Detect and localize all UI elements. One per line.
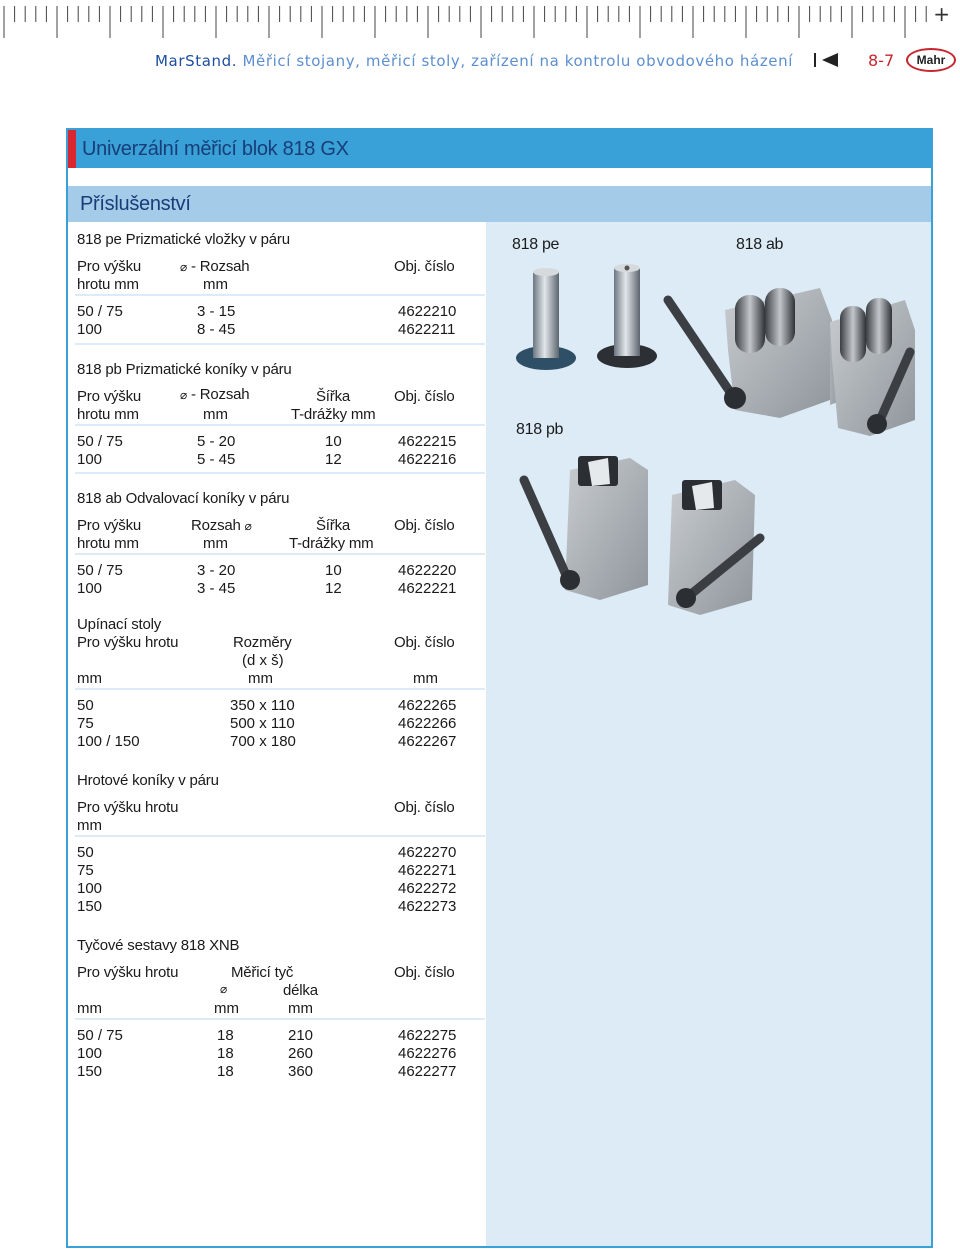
s3-r0-c1: 3 - 20 — [197, 562, 236, 579]
s3-h3b-text: T-drážky — [289, 535, 345, 552]
s6-r0-c1: 18 — [217, 1027, 234, 1044]
title-bar — [68, 130, 931, 168]
s3-h1b-text: hrotu — [77, 535, 111, 552]
diameter-icon: ⌀ — [244, 519, 252, 533]
s2-r1-c3: 4622216 — [398, 451, 457, 468]
s2-h1a: Pro výšku — [77, 388, 142, 405]
s4-r1-c1: 500 x 110 — [230, 715, 295, 732]
s4-r0-c2: 4622265 — [398, 697, 457, 714]
s4-rule — [75, 688, 485, 690]
s5-title — [77, 772, 219, 789]
s5-r2-c0: 100 — [77, 880, 103, 897]
s3-r0-c3: 4622220 — [398, 562, 457, 579]
s3-r1-c2: 12 — [325, 580, 342, 597]
s2-r0-c3: 4622215 — [398, 433, 457, 450]
s3-r0-c2: 10 — [325, 562, 342, 579]
s3-h1b-unit: mm — [114, 535, 139, 552]
s3-r1-c1: 3 - 45 — [197, 580, 236, 597]
s3-r1-c0: 100 — [77, 580, 103, 597]
s5-h1: Pro výšku hrotu — [77, 799, 179, 816]
s3-h1a: Pro výšku — [77, 517, 142, 534]
s2-end-rule — [75, 472, 485, 474]
s2-r1-c0: 100 — [77, 451, 103, 468]
s1-h1b-text: hrotu — [77, 276, 111, 293]
s1-h2a — [180, 258, 249, 275]
s6-r1-c2: 260 — [288, 1045, 314, 1062]
s4-r1-c0: 75 — [77, 715, 94, 732]
s2-h4: Obj. číslo — [394, 388, 455, 405]
section-bar — [68, 186, 931, 222]
s6-title: Tyčové sestavy 818 XNB — [77, 937, 240, 954]
s2-h3b — [291, 406, 375, 423]
s3-h3a: Šířka — [316, 517, 351, 534]
s6-r0-c0: 50 / 75 — [77, 1027, 123, 1044]
page-number: 8-7 — [868, 51, 895, 70]
running-header — [155, 52, 793, 70]
s2-r0-c2: 10 — [325, 433, 342, 450]
s6-rule — [75, 1018, 485, 1020]
s3-h4: Obj. číslo — [394, 517, 455, 534]
s6-r0-c2: 210 — [288, 1027, 314, 1044]
s2-title-suffix: v páru — [251, 361, 292, 378]
s5-r2-c1: 4622272 — [398, 880, 457, 897]
s2-h1b — [77, 406, 139, 423]
s4-r0-c1: 350 x 110 — [230, 697, 295, 714]
prismatic-insert-image — [516, 264, 657, 370]
s4-h2a: Rozměry — [233, 634, 292, 651]
s6-r1-c3: 4622276 — [398, 1045, 457, 1062]
header-brand: MarStand. — [155, 52, 238, 70]
registration-mark: + — [933, 2, 950, 26]
s3-rule — [75, 553, 485, 555]
s2-rule — [75, 424, 485, 426]
s3-r1-c3: 4622221 — [398, 580, 457, 597]
image-label-pb: 818 pb — [516, 421, 564, 438]
s2-h3b-unit: mm — [350, 406, 376, 423]
section-title: Příslušenství — [80, 193, 191, 215]
s4-u2: mm — [248, 670, 273, 687]
s6-r1-c1: 18 — [217, 1045, 234, 1062]
s3-title-suffix: v páru — [248, 490, 290, 507]
s2-h3b-text: T-drážky — [291, 406, 347, 423]
image-label-pe: 818 pe — [512, 236, 560, 253]
s6-r2-c3: 4622277 — [398, 1063, 457, 1080]
s5-r3-c1: 4622273 — [398, 898, 457, 915]
s3-h2b: mm — [203, 535, 228, 552]
s6-h2: Měřicí tyč — [231, 964, 294, 981]
s6-r2-c1: 18 — [217, 1063, 234, 1080]
header-subtitle: Měřicí stojany, měřicí stoly, zařízení na kontrolu obvodového házení — [242, 52, 793, 70]
s2-r0-c1: 5 - 20 — [197, 433, 236, 450]
s6-h3: Obj. číslo — [394, 964, 455, 981]
s5-r0-c0: 50 — [77, 844, 94, 861]
s4-u3: mm — [413, 670, 438, 687]
s2-r1-c1: 5 - 45 — [197, 451, 236, 468]
s4-r2-c0: 100 / 150 — [77, 733, 140, 750]
s2-r1-c2: 12 — [325, 451, 342, 468]
s5-r1-c1: 4622271 — [398, 862, 457, 879]
s6-h2c: délka — [283, 982, 318, 999]
s2-h1b-text: hrotu — [77, 406, 111, 423]
s4-h2b: (d x š) — [242, 652, 284, 669]
s6-r2-c0: 150 — [77, 1063, 103, 1080]
s5-r1-c0: 75 — [77, 862, 94, 879]
s3-h3b-unit: mm — [348, 535, 374, 552]
s6-r2-c2: 360 — [288, 1063, 314, 1080]
s6-u2: mm — [214, 1000, 239, 1017]
s5-h2: Obj. číslo — [394, 799, 455, 816]
s2-title — [77, 361, 292, 378]
s1-h3: Obj. číslo — [394, 258, 455, 275]
diameter-icon: ⌀ — [180, 388, 188, 402]
roller-stand-image — [668, 288, 915, 436]
s4-r2-c1: 700 x 180 — [230, 733, 296, 750]
s4-r2-c2: 4622267 — [398, 733, 457, 750]
s2-h3a: Šířka — [316, 388, 351, 405]
page-title: Univerzální měřicí blok 818 GX — [82, 138, 349, 160]
s5-u1: mm — [77, 817, 102, 834]
s4-u1: mm — [77, 670, 102, 687]
prismatic-stand-image — [524, 456, 760, 615]
s1-h1b — [77, 276, 139, 293]
s5-rule — [75, 835, 485, 837]
s3-title — [77, 490, 289, 507]
s1-r0-c0: 50 / 75 — [77, 303, 123, 320]
diameter-icon: ⌀ — [180, 260, 188, 274]
s4-h1: Pro výšku hrotu — [77, 634, 179, 651]
s3-h2a — [191, 517, 252, 534]
s2-r0-c0: 50 / 75 — [77, 433, 123, 450]
s6-u3: mm — [288, 1000, 313, 1017]
s5-title-text: Hrotové koníky — [77, 772, 175, 789]
s3-h1b — [77, 535, 139, 552]
s1-title-text: 818 pe Prizmatické vložky — [77, 231, 246, 248]
s4-h3: Obj. číslo — [394, 634, 455, 651]
s1-r1-c1: 8 - 45 — [197, 321, 236, 338]
image-label-ab: 818 ab — [736, 236, 784, 253]
s1-title-suffix: v páru — [249, 231, 290, 248]
s3-r0-c0: 50 / 75 — [77, 562, 123, 579]
s2-h2a — [180, 386, 249, 403]
s6-h1: Pro výšku hrotu — [77, 964, 179, 981]
s2-h1b-unit: mm — [114, 406, 139, 423]
s6-u1: mm — [77, 1000, 102, 1017]
s3-title-text: 818 ab Odvalovací koníky — [77, 490, 245, 507]
s5-r3-c0: 150 — [77, 898, 103, 915]
s1-rule — [75, 294, 485, 296]
s4-r0-c0: 50 — [77, 697, 94, 714]
s1-r1-c2: 4622211 — [398, 321, 456, 338]
s6-r0-c3: 4622275 — [398, 1027, 457, 1044]
s4-title: Upínací stoly — [77, 616, 162, 633]
s4-r1-c2: 4622266 — [398, 715, 457, 732]
title-accent — [68, 130, 76, 168]
s1-r0-c2: 4622210 — [398, 303, 457, 320]
s2-h2b: mm — [203, 406, 228, 423]
s5-r0-c1: 4622270 — [398, 844, 457, 861]
ruler-marks — [0, 0, 960, 40]
s1-h1b-unit: mm — [114, 276, 139, 293]
s2-title-text: 818 pb Prizmatické koníky — [77, 361, 248, 378]
s1-r0-c1: 3 - 15 — [197, 303, 236, 320]
mahr-logo: Mahr — [906, 48, 956, 72]
s3-h2a-text: Rozsah — [191, 517, 241, 534]
s1-h1a: Pro výšku — [77, 258, 142, 275]
s2-h2a-text: - Rozsah — [191, 386, 250, 403]
back-arrow-icon — [814, 52, 840, 68]
s6-r1-c0: 100 — [77, 1045, 103, 1062]
s1-h2a-text: - Rozsah — [191, 258, 250, 275]
s3-h3b — [289, 535, 373, 552]
s1-h2b: mm — [203, 276, 228, 293]
diameter-icon: ⌀ — [220, 982, 228, 996]
s1-r1-c0: 100 — [77, 321, 103, 338]
s5-title-suffix: v páru — [178, 772, 219, 789]
s1-title — [77, 231, 290, 248]
s1-end-rule — [75, 343, 485, 345]
